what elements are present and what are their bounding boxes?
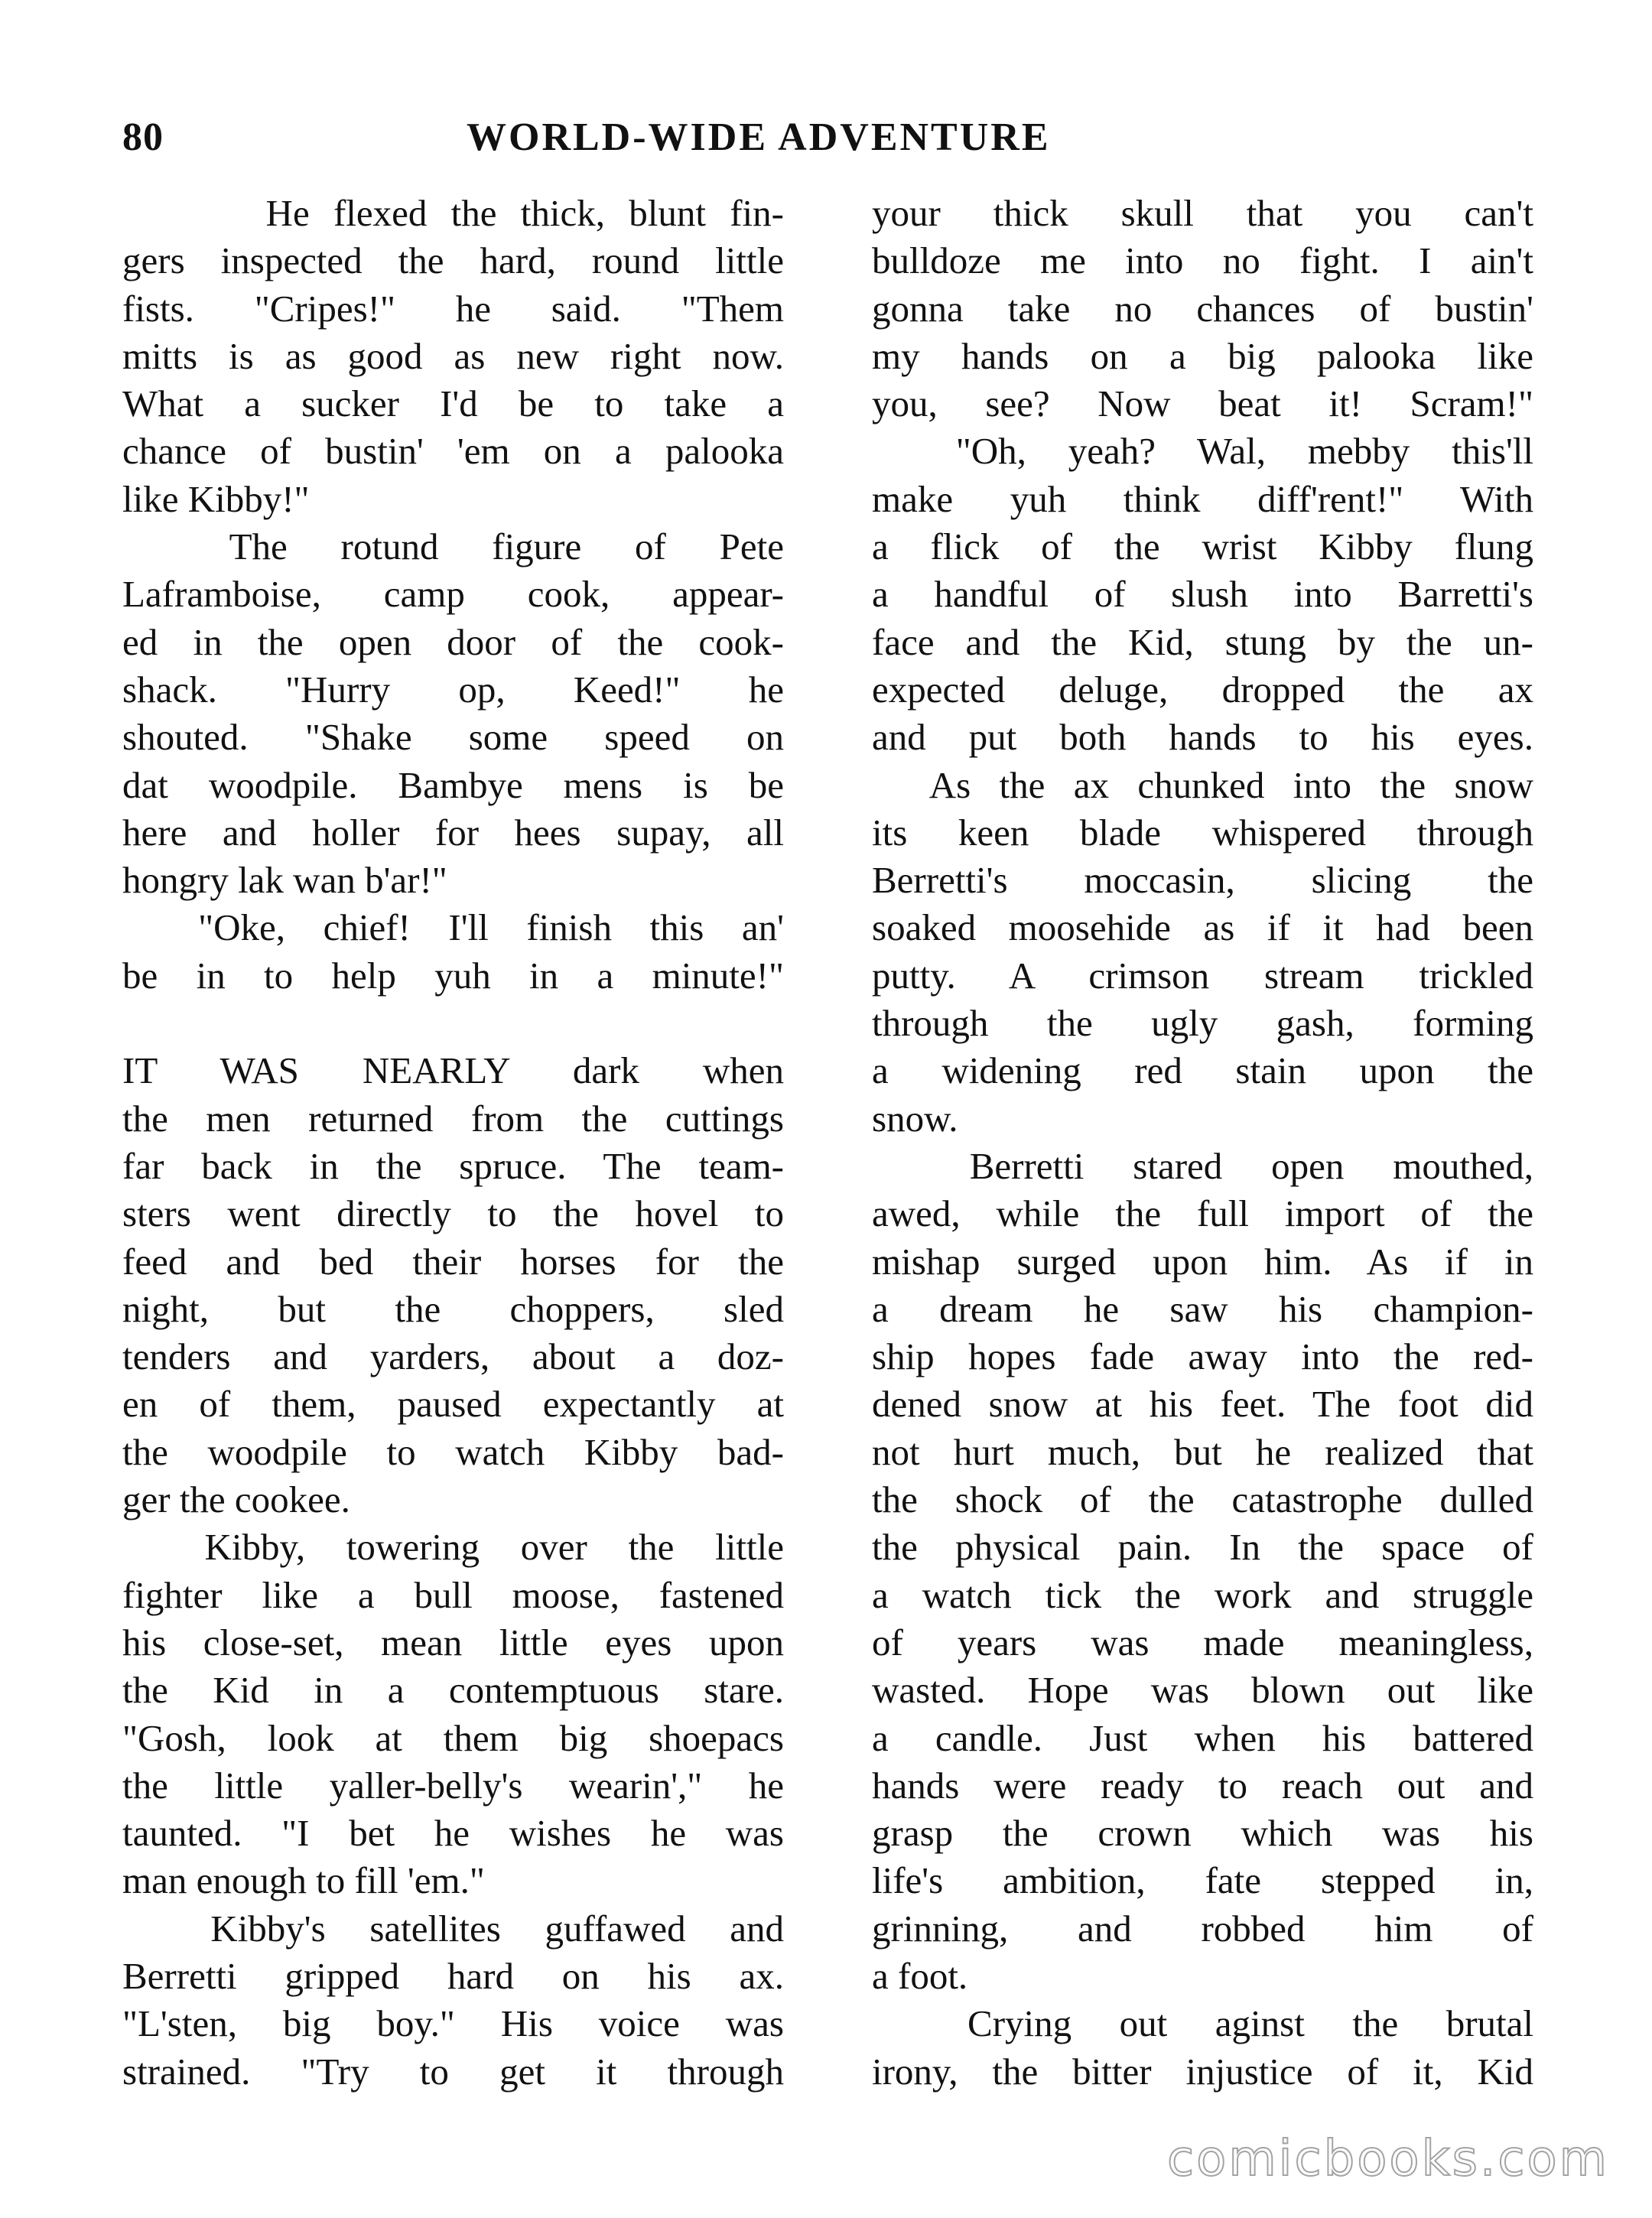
text-line: its keen blade whispered through: [872, 811, 1533, 854]
text-line: a dream he saw his champion-: [872, 1287, 1533, 1330]
text-line: a watch tick the work and struggle: [872, 1573, 1533, 1616]
text-line: ger the cookee.: [122, 1478, 350, 1521]
text-line: gers inspected the hard, round little: [122, 239, 784, 282]
text-line: the men returned from the cuttings: [122, 1097, 784, 1140]
text-line: a flick of the wrist Kibby flung: [872, 525, 1533, 568]
text-line: a widening red stain upon the: [872, 1049, 1533, 1092]
text-line: Berretti's moccasin, slicing the: [872, 859, 1533, 902]
text-line: life's ambition, fate stepped in,: [872, 1859, 1533, 1902]
text-line: hongry lak wan b'ar!": [122, 859, 447, 902]
text-line: mitts is as good as new right now.: [122, 334, 784, 377]
text-line: shack. "Hurry op, Keed!" he: [122, 668, 784, 711]
text-line: Crying out aginst the brutal: [872, 2002, 1533, 2045]
text-line: wasted. Hope was blown out like: [872, 1669, 1533, 1712]
watermark-logo: comicbooks.com: [1166, 2131, 1609, 2187]
text-line: [122, 1000, 784, 1047]
text-line: the woodpile to watch Kibby bad-: [122, 1430, 784, 1473]
text-line: dat woodpile. Bambye mens is be: [122, 763, 784, 806]
text-line: make yuh think diff'rent!" With: [872, 477, 1533, 520]
text-line: en of them, paused expectantly at: [122, 1383, 784, 1426]
text-line: dened snow at his feet. The foot did: [872, 1383, 1533, 1426]
text-line: you, see? Now beat it! Scram!": [872, 382, 1533, 425]
text-line: Kibby, towering over the little: [122, 1526, 784, 1569]
text-line: the Kid in a contemptuous stare.: [122, 1669, 784, 1712]
text-line: ed in the open door of the cook-: [122, 620, 784, 663]
text-line: of years was made meaningless,: [872, 1621, 1533, 1664]
text-line: soaked moosehide as if it had been: [872, 906, 1533, 949]
text-line: ship hopes fade away into the red-: [872, 1335, 1533, 1378]
text-line: taunted. "I bet he wishes he was: [122, 1812, 784, 1855]
text-line: Kibby's satellites guffawed and: [122, 1907, 784, 1950]
text-line: grasp the crown which was his: [872, 1812, 1533, 1855]
text-line: a candle. Just when his battered: [872, 1716, 1533, 1759]
text-line: strained. "Try to get it through: [122, 2050, 784, 2093]
page-number: 80: [122, 115, 164, 159]
text-line: face and the Kid, stung by the un-: [872, 620, 1533, 663]
text-line: here and holler for hees supay, all: [122, 811, 784, 854]
text-line: a foot.: [872, 1954, 968, 1997]
text-line: chance of bustin' 'em on a palooka: [122, 430, 784, 473]
text-line: not hurt much, but he realized that: [872, 1430, 1533, 1473]
text-line: bulldoze me into no fight. I ain't: [872, 239, 1533, 282]
page-header: [122, 115, 1170, 176]
text-line: feed and bed their horses for the: [122, 1240, 784, 1283]
text-line: What a sucker I'd be to take a: [122, 382, 784, 425]
text-line: putty. A crimson stream trickled: [872, 954, 1533, 997]
text-line: "Oh, yeah? Wal, mebby this'll: [872, 430, 1533, 473]
text-line: shouted. "Shake some speed on: [122, 716, 784, 759]
text-line: Berretti stared open mouthed,: [872, 1144, 1533, 1187]
text-line: "Oke, chief! I'll finish this an': [122, 906, 784, 949]
text-line: snow.: [872, 1097, 958, 1140]
text-line: "L'sten, big boy." His voice was: [122, 2002, 784, 2045]
text-line: As the ax chunked into the snow: [872, 763, 1533, 806]
right-text-column: [872, 190, 1533, 2096]
text-line: fighter like a bull moose, fastened: [122, 1573, 784, 1616]
text-line: sters went directly to the hovel to: [122, 1192, 784, 1235]
text-line: your thick skull that you can't: [872, 192, 1533, 234]
text-line: night, but the choppers, sled: [122, 1287, 784, 1330]
text-line: fists. "Cripes!" he said. "Them: [122, 287, 784, 330]
text-line: awed, while the full import of the: [872, 1192, 1533, 1235]
text-line: the little yaller-belly's wearin'," he: [122, 1764, 784, 1807]
text-line: Laframboise, camp cook, appear-: [122, 573, 784, 616]
text-line: man enough to fill 'em.": [122, 1859, 485, 1902]
text-line: like Kibby!": [122, 477, 310, 520]
text-line: his close-set, mean little eyes upon: [122, 1621, 784, 1664]
text-line: mishap surged upon him. As if in: [872, 1240, 1533, 1283]
text-line: be in to help yuh in a minute!": [122, 954, 784, 997]
text-line: hands were ready to reach out and: [872, 1764, 1533, 1807]
text-line: tenders and yarders, about a doz-: [122, 1335, 784, 1378]
running-title: WORLD-WIDE ADVENTURE: [467, 115, 1051, 159]
text-line: The rotund figure of Pete: [122, 525, 784, 568]
text-line: far back in the spruce. The team-: [122, 1144, 784, 1187]
text-line: gonna take no chances of bustin': [872, 287, 1533, 330]
text-line: the shock of the catastrophe dulled: [872, 1478, 1533, 1521]
text-line: grinning, and robbed him of: [872, 1907, 1533, 1950]
text-line: a handful of slush into Barretti's: [872, 573, 1533, 616]
text-line: IT WAS NEARLY dark when: [122, 1049, 784, 1092]
text-line: irony, the bitter injustice of it, Kid: [872, 2050, 1533, 2093]
left-text-column: [122, 190, 784, 2096]
text-line: "Gosh, look at them big shoepacs: [122, 1716, 784, 1759]
text-line: my hands on a big palooka like: [872, 334, 1533, 377]
text-line: Berretti gripped hard on his ax.: [122, 1954, 784, 1997]
text-line: the physical pain. In the space of: [872, 1526, 1533, 1569]
text-line: through the ugly gash, forming: [872, 1002, 1533, 1045]
text-line: and put both hands to his eyes.: [872, 716, 1533, 759]
text-line: expected deluge, dropped the ax: [872, 668, 1533, 711]
text-line: He flexed the thick, blunt fin-: [122, 192, 784, 234]
